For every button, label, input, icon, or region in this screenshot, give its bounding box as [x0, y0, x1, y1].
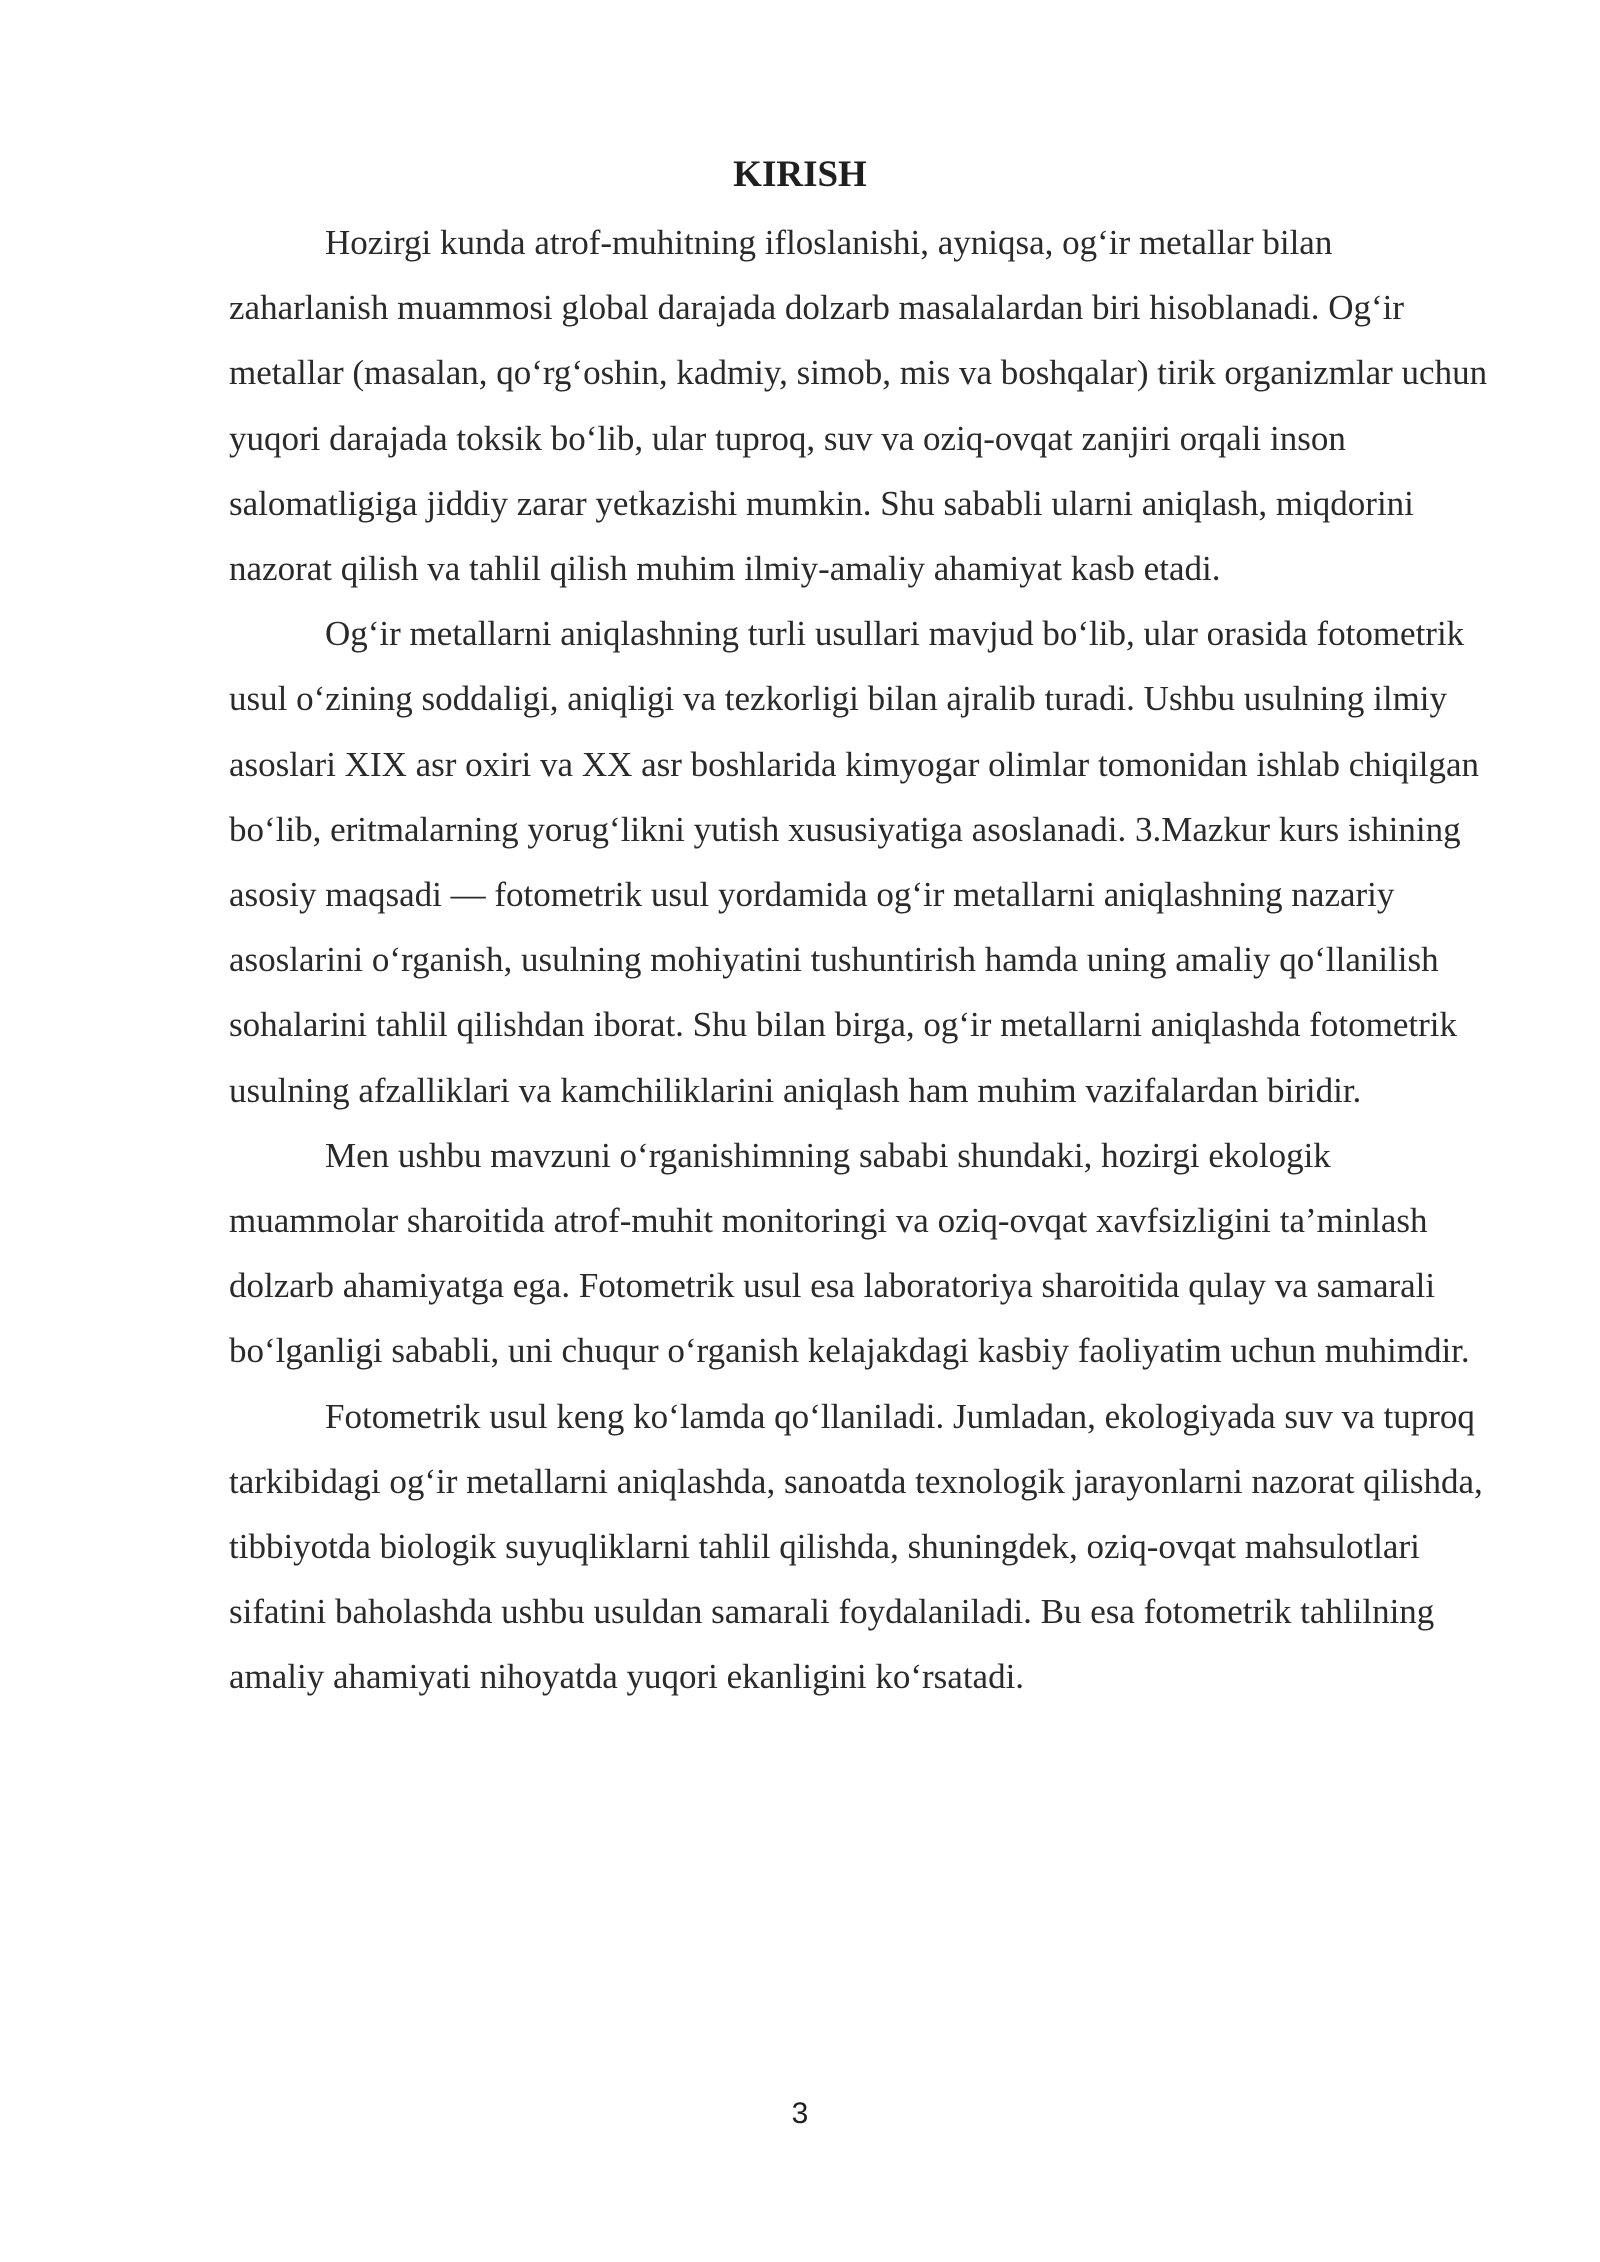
paragraph-3: Men ushbu mavzuni o‘rganishimning sababi shundaki, hozirgi ekologik muammolar sharoitida atrof-muhit monitoringi va oziq-ovqat xavfsizligini ta’minlash dolzarb ahamiyatga ega. Fotometrik usul esa laboratoriya sharoitida qulay va samarali bo‘lganligi sababli, uni chuqur o‘rganish kelajakdagi kasbiy faoliyatim uchun muhimdir.: [229, 1135, 1470, 1371]
section-title: KIRISH: [733, 154, 867, 195]
page-number: 3: [791, 2097, 809, 2130]
paragraph-4: Fotometrik usul keng ko‘lamda qo‘llaniladi. Jumladan, ekologiyada suv va tuproq tarkibidagi og‘ir metallarni aniqlashda, sanoatda texnologik jarayonlarni nazorat qilishda, tibbiyotda biologik suyuqliklarni tahlil qilishda, shuningdek, oziq-ovqat mahsulotlari sifatini baholashda ushbu usuldan samarali foydalaniladi. Bu esa fotometrik tahlilning amaliy ahamiyati nihoyatda yuqori ekanligini ko‘rsatadi.: [229, 1396, 1483, 1697]
paragraph-2: Og‘ir metallarni aniqlashning turli usullari mavjud bo‘lib, ular orasida fotometrik usul o‘zining soddaligi, aniqligi va tezkorligi bilan ajralib turadi. Ushbu usulning ilmiy asoslari XIX asr oxiri va XX asr boshlarida kimyogar olimlar tomonidan ishlab chiqilgan bo‘lib, eritmalarning yorug‘likni yutish xususiyatiga asoslanadi. 3.Mazkur kurs ishining asosiy maqsadi — fotometrik usul yordamida og‘ir metallarni aniqlashning nazariy asoslarini o‘rganish, usulning mohiyatini tushuntirish hamda uning amaliy qo‘llanilish sohalarini tahlil qilishdan iborat. Shu bilan birga, og‘ir metallarni aniqlashda fotometrik usulning afzalliklari va kamchiliklarini aniqlash ham muhim vazifalardan biridir.: [229, 614, 1480, 1110]
body-text: [229, 210, 1488, 1710]
paragraph-1: Hozirgi kunda atrof-muhitning ifloslanishi, ayniqsa, og‘ir metallar bilan zaharlanish muammosi global darajada dolzarb masalalardan biri hisoblanadi. Og‘ir metallar (masalan, qo‘rg‘oshin, kadmiy, simob, mis va boshqalar) tirik organizmlar uchun yuqori darajada toksik bo‘lib, ular tuproq, suv va oziq-ovqat zanjiri orqali inson salomatligiga jiddiy zarar yetkazishi mumkin. Shu sababli ularni aniqlash, miqdorini nazorat qilish va tahlil qilish muhim ilmiy-amaliy ahamiyat kasb etadi.: [229, 223, 1488, 589]
